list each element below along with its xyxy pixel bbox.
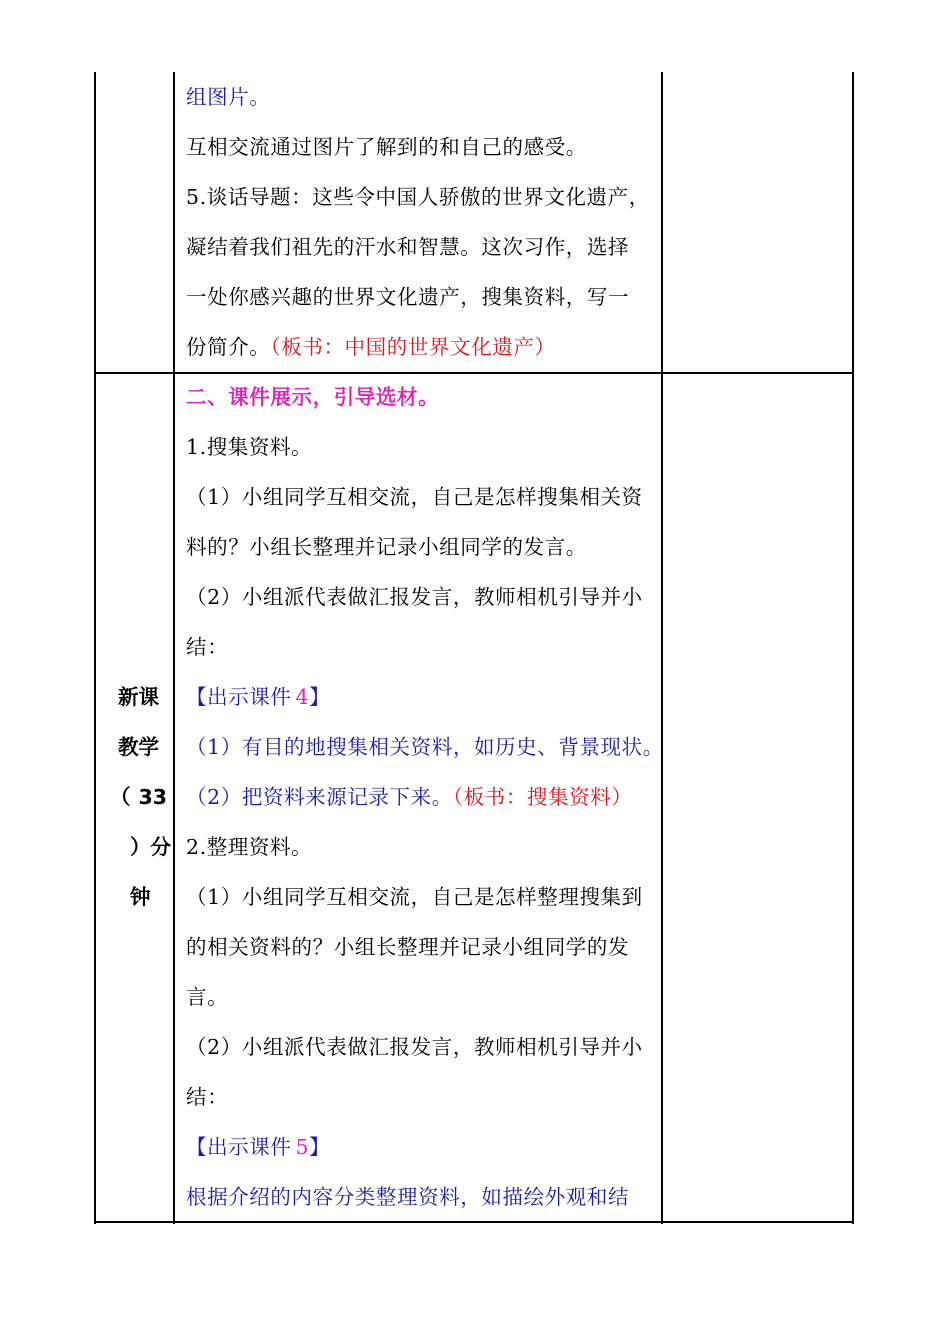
text-line	[186, 784, 633, 810]
text-line: 2.整理资料。	[186, 835, 313, 859]
bracket-close: 】	[309, 1135, 331, 1159]
slide-number: 4	[295, 685, 310, 709]
duration-number: 33	[138, 785, 168, 809]
blackboard-note: （板书：搜集资料）	[452, 785, 633, 809]
text-line: （1）有目的地搜集相关资料，如历史、背景现状。	[186, 735, 664, 759]
slide-number: 5	[295, 1135, 310, 1159]
slide-reference-label: 【出示课件	[186, 1135, 292, 1159]
text-line: 的相关资料的？小组长整理并记录小组同学的发	[186, 935, 630, 959]
table-row-divider	[94, 372, 854, 374]
text-line: （1）小组同学互相交流，自己是怎样搜集相关资	[186, 485, 643, 509]
section-label-line: 新课	[118, 685, 159, 709]
table-col-divider-2	[661, 72, 663, 1224]
section-label-line	[110, 784, 167, 810]
table-right-border	[852, 72, 854, 1224]
text-line: （2）小组派代表做汇报发言，教师相机引导并小	[186, 1035, 643, 1059]
text-line: 根据介绍的内容分类整理资料，如描绘外观和结	[186, 1185, 630, 1209]
section-heading: 二、课件展示，引导选材。	[186, 385, 440, 409]
slide-reference-label: 【出示课件	[186, 685, 292, 709]
table-left-border	[94, 72, 96, 1224]
text-line: 结：	[186, 1085, 229, 1109]
text-line: 1.搜集资料。	[186, 435, 313, 459]
paren-open: （	[110, 785, 131, 809]
text-line: （2）小组派代表做汇报发言，教师相机引导并小	[186, 585, 643, 609]
text-line: 言。	[186, 985, 229, 1009]
table-bottom-border	[94, 1221, 854, 1223]
text-line: 结：	[186, 635, 229, 659]
section-label-line: 教学	[118, 735, 159, 759]
text-line	[186, 334, 556, 360]
text-line: 一处你感兴趣的世界文化遗产，搜集资料，写一	[186, 285, 630, 309]
section-label-line: 钟	[130, 885, 151, 909]
text-line: 5.谈话导题：这些令中国人骄傲的世界文化遗产，	[186, 185, 650, 209]
text-line: 组图片。	[186, 85, 271, 109]
text-line: 互相交流通过图片了解到的和自己的感受。	[186, 135, 587, 159]
blackboard-note: （板书：中国的世界文化遗产）	[270, 335, 556, 359]
section-label-line: ）分	[130, 835, 171, 859]
bracket-close: 】	[309, 685, 331, 709]
text-segment: 份简介。	[186, 335, 271, 359]
text-line: 凝结着我们祖先的汗水和智慧。这次习作，选择	[186, 235, 630, 259]
text-segment: （2）把资料来源记录下来。	[186, 785, 453, 809]
text-line: （1）小组同学互相交流，自己是怎样整理搜集到	[186, 885, 643, 909]
text-line: 料的？小组长整理并记录小组同学的发言。	[186, 535, 587, 559]
slide-reference	[186, 684, 330, 710]
table-col-divider-1	[173, 72, 175, 1224]
slide-reference	[186, 1134, 330, 1160]
